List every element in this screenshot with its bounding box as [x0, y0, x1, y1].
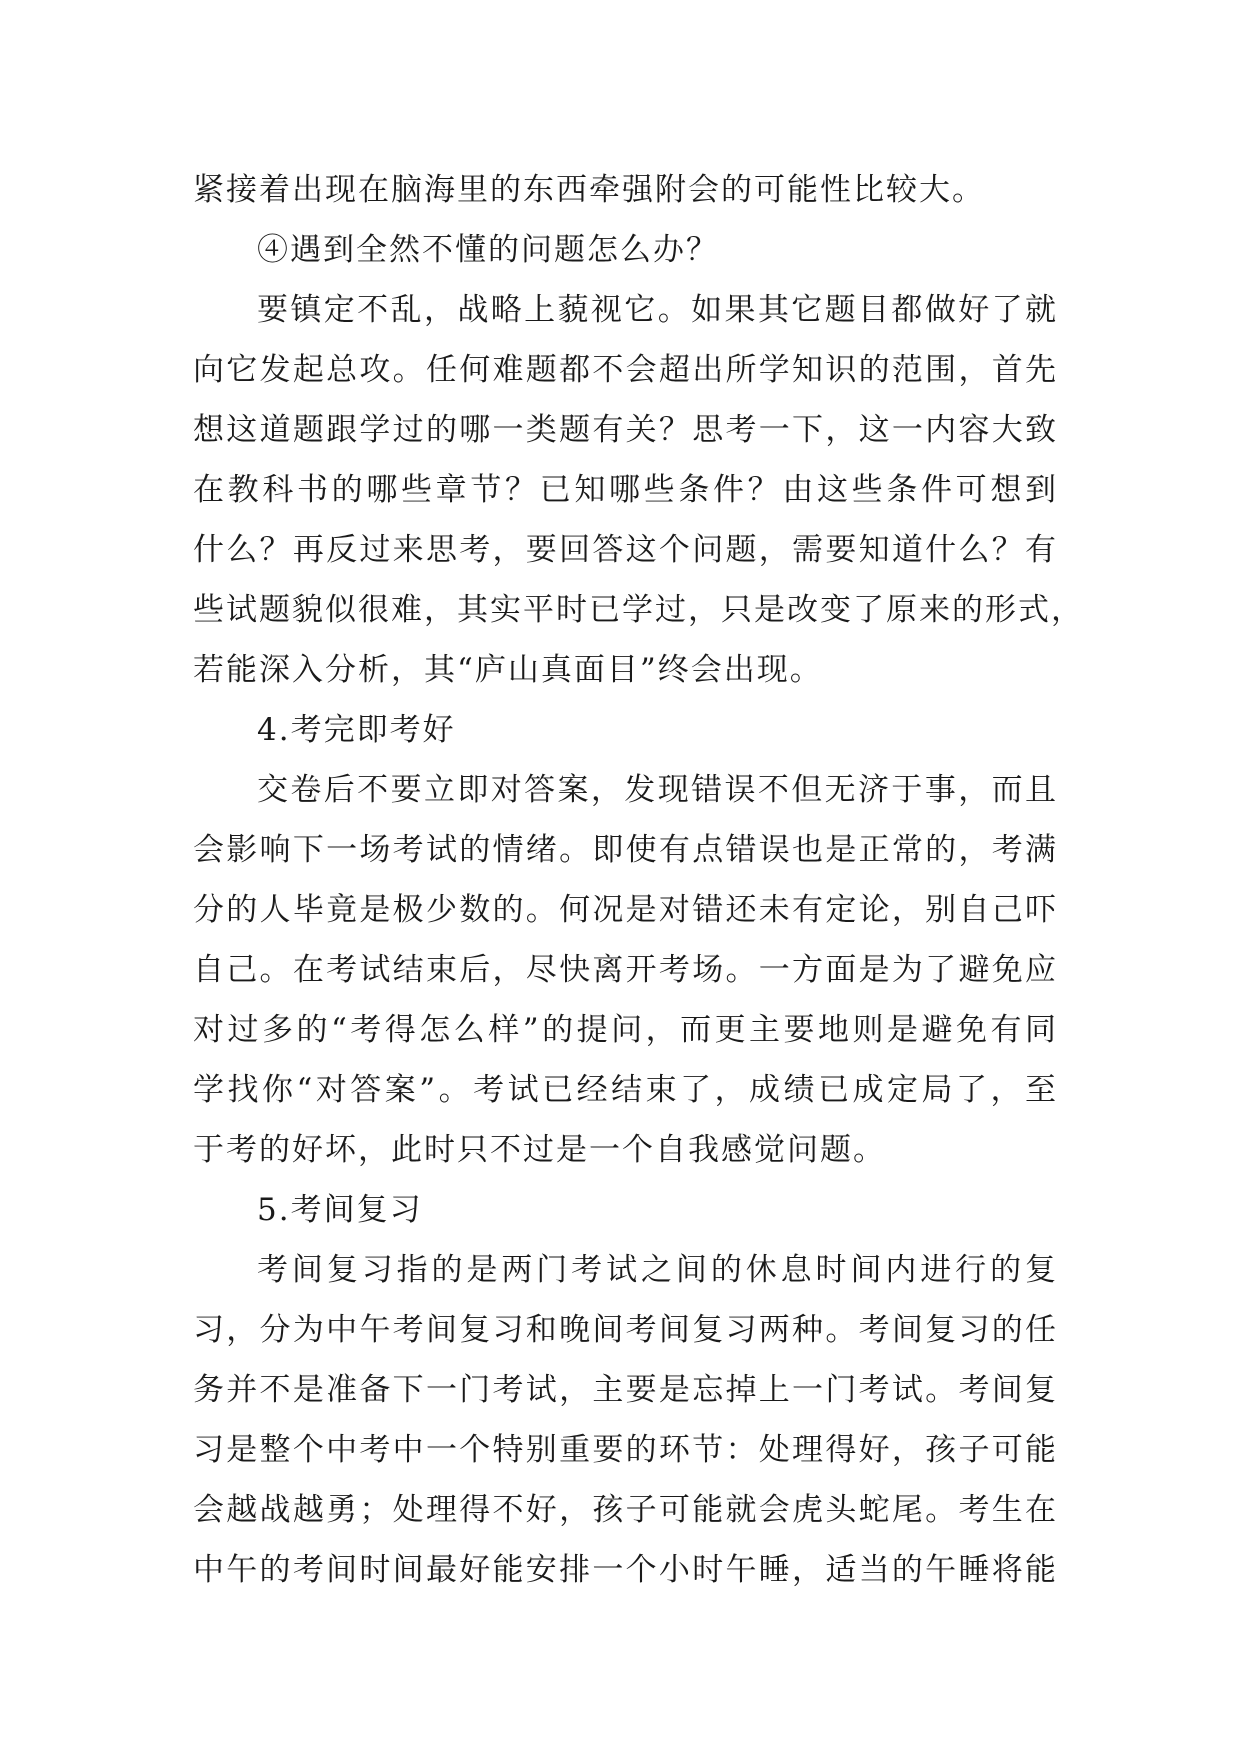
text-line: 想这道题跟学过的哪一类题有关？思考一下，这一内容大致 [193, 412, 1058, 448]
question-heading: ④遇到全然不懂的问题怎么办？ [257, 232, 719, 268]
text-line: 交卷后不要立即对答案，发现错误不但无济于事，而且 [257, 772, 1058, 808]
section-heading: 5.考间复习 [257, 1192, 423, 1228]
text-line: 自己。在考试结束后，尽快离开考场。一方面是为了避免应 [193, 952, 1058, 988]
text-line: 要镇定不乱，战略上藐视它。如果其它题目都做好了就 [257, 292, 1058, 328]
text-line: 考间复习指的是两门考试之间的休息时间内进行的复 [257, 1252, 1058, 1288]
text-line: 分的人毕竟是极少数的。何况是对错还未有定论，别自己吓 [193, 892, 1058, 928]
text-line: 习，分为中午考间复习和晚间考间复习两种。考间复习的任 [193, 1312, 1058, 1348]
text-line: 对过多的“考得怎么样”的提问，而更主要地则是避免有同 [193, 1012, 1058, 1048]
text-line: 中午的考间时间最好能安排一个小时午睡，适当的午睡将能 [193, 1552, 1058, 1588]
text-line: 什么？再反过来思考，要回答这个问题，需要知道什么？有 [193, 532, 1058, 568]
text-line: 在教科书的哪些章节？已知哪些条件？由这些条件可想到 [193, 472, 1058, 508]
text-line: 会影响下一场考试的情绪。即使有点错误也是正常的，考满 [193, 832, 1058, 868]
text-line: 务并不是准备下一门考试，主要是忘掉上一门考试。考间复 [193, 1372, 1058, 1408]
text-line: 些试题貌似很难，其实平时已学过，只是改变了原来的形式， [193, 592, 1084, 628]
text-line: 紧接着出现在脑海里的东西牵强附会的可能性比较大。 [193, 172, 985, 208]
text-line: 习是整个中考中一个特别重要的环节：处理得好，孩子可能 [193, 1432, 1058, 1468]
section-heading: 4.考完即考好 [257, 712, 456, 748]
text-line: 学找你“对答案”。考试已经结束了，成绩已成定局了，至 [193, 1072, 1058, 1108]
text-line: 向它发起总攻。任何难题都不会超出所学知识的范围，首先 [193, 352, 1058, 388]
text-line: 会越战越勇；处理得不好，孩子可能就会虎头蛇尾。考生在 [193, 1492, 1058, 1528]
text-line: 若能深入分析，其“庐山真面目”终会出现。 [193, 652, 823, 688]
document-body [193, 160, 1084, 1600]
text-line: 于考的好坏，此时只不过是一个自我感觉问题。 [193, 1132, 886, 1168]
